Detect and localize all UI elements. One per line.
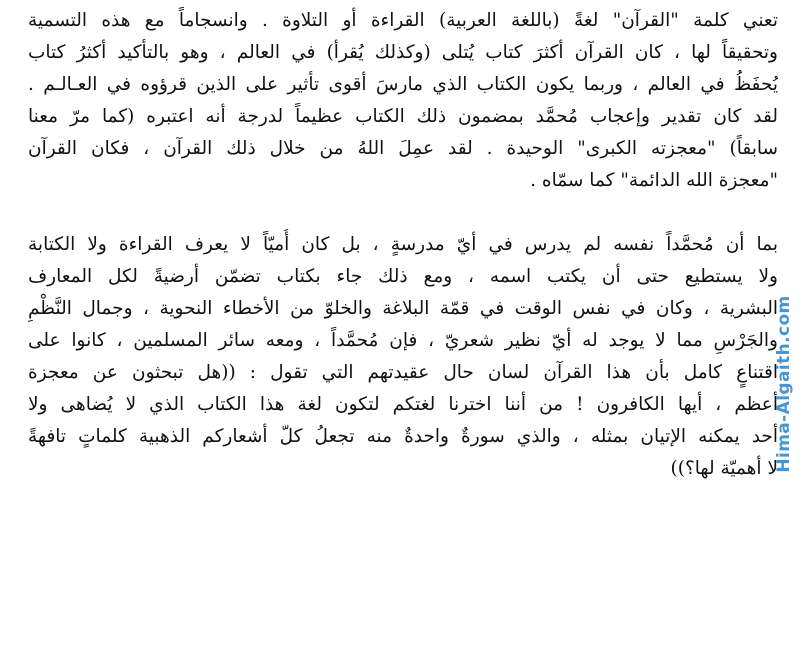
text-line: ولا يستطيع حتى أن يكتب اسمه ، ومع ذلك جاء بكتاب تضمّن أرضيةً لكل المعارف	[28, 266, 778, 287]
text-line: اقتناعٍ كامل بأن هذا القرآن لسان حال عقيدتهم التي تقول : ((هل تبحثون عن معجزة	[28, 362, 778, 383]
text-line: والجَرْسِ مما لا يوجد له أيّ نظير شعريّ ، فإن مُحمَّداً ، ومعه سائر المسلمين ، كانوا على	[28, 330, 778, 351]
text-line: بما أن مُحمَّداً نفسه لم يدرس في أيّ مدرسةٍ ، بل كان أُميّاً لا يعرف القراءة ولا الكتابة	[28, 234, 778, 255]
text-line: سابقاً) "معجزته الكبرى" الوحيدة . لقد عمِلَ اللهُ من خلال ذلك القرآن ، فكان القرآن	[28, 138, 778, 159]
text-line: أعظم ، أيها الكافرون ! من أننا اخترنا لغتكم لتكون لغة هذا الكتاب الذي لا يُضاهى ولا	[28, 394, 778, 415]
text-line: أحد يمكنه الإتيان بمثله ، والذي سورةٌ واحدةٌ منه تجعلُ كلّ أشعاركم الذهبية كلماتٍ تافهةً	[28, 426, 778, 447]
text-line: البشرية ، وكان في نفس الوقت في قمّة البلاغة والخلوّ من الأخطاء النحوية ، وجمال النَّظْمِ	[28, 298, 778, 319]
text-line: تعني كلمة "القرآن" لغةً (باللغة العربية) القراءة أو التلاوة . وانسجاماً مع هذه التسمية	[28, 10, 778, 31]
watermark-text: Hima-Algaith.com	[774, 295, 794, 473]
text-line: وتحقيقاً لها ، كان القرآن أكثرَ كتاب يُتلى (وكذلك يُقرأ) في العالم ، وهو بالتأكيد أكثرُ كتاب	[28, 42, 778, 63]
text-line: لقد كان تقدير وإعجاب مُحمَّد بمضمون ذلك الكتاب عظيماً لدرجة أنه اعتبره (كما مرّ معنا	[28, 106, 778, 127]
text-line: يُحفَظُ في العالم ، وربما يكون الكتاب الذي مارسَ أقوى تأثير على الذين قرؤوه في العـالـم .	[28, 74, 778, 95]
text-line: "معجزة الله الدائمة" كما سمّاه .	[530, 170, 778, 191]
article-text	[28, 0, 778, 648]
text-line: لا أهميّة لها؟))	[670, 458, 778, 479]
